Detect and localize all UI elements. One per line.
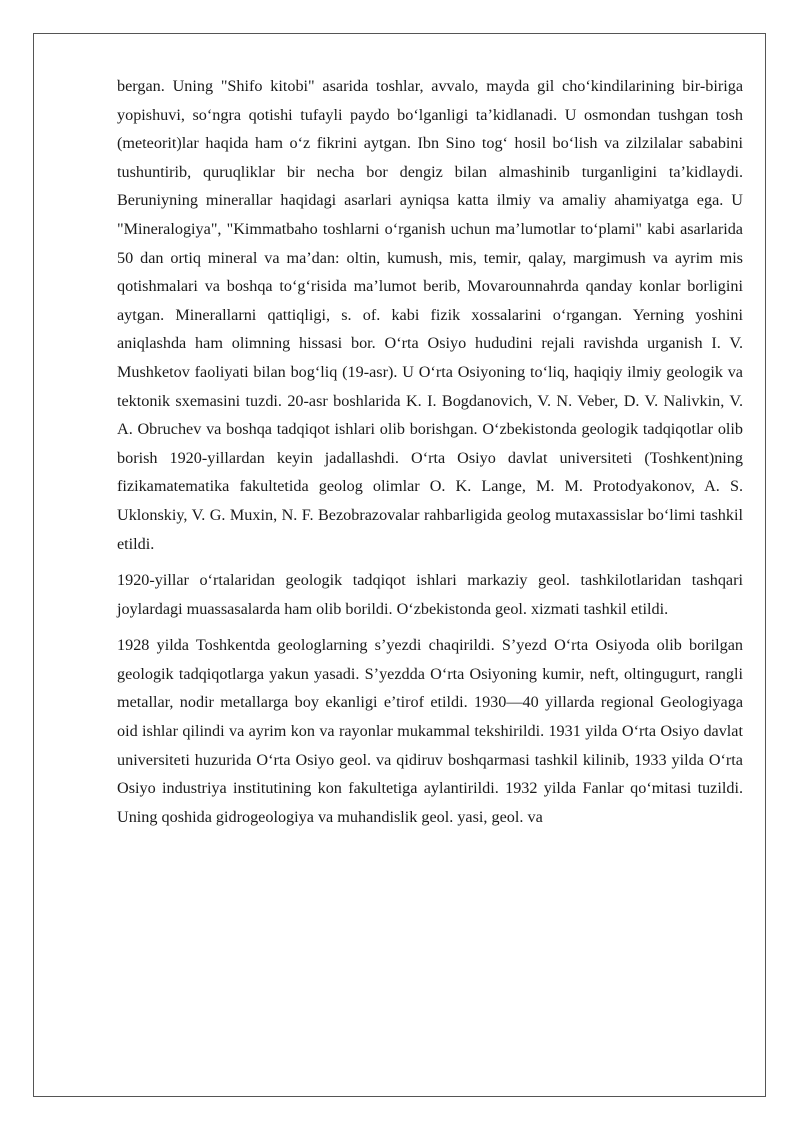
paragraph-3: 1928 yilda Toshkentda geologlarning s’yezdi chaqirildi. S’yezd O‘rta Osiyoda olib borilgan geologik tadqiqotlarga yakun yasadi. S’yezdda O‘rta Osiyoning kumir, neft, oltingugurt, rangli metallar, nodir metallarga boy ekanligi e’tirof etildi. 1930—40 yillarda regional Geologiyaga oid ishlar qilindi va ayrim kon va rayonlar mukammal tekshirildi. 1931 yilda O‘rta Osiyo davlat universiteti huzurida O‘rta Osiyo geol. va qidiruv boshqarmasi tashkil kilinib, 1933 yilda O‘rta Osiyo industriya institutining kon fakultetiga aylantirildi. 1932 yilda Fanlar qo‘mitasi tuzildi. Uning qoshida gidrogeologiya va muhandislik geol. yasi, geol. va bbox=[117, 636, 743, 826]
document-body bbox=[117, 72, 743, 839]
paragraph-1: bergan. Uning "Shifo kitobi" asarida toshlar, avvalo, mayda gil cho‘kindilarining bir-biriga yopishuvi, so‘ngra qotishi tufayli paydo bo‘lganligi ta’kidlanadi. U osmondan tushgan tosh (meteorit)lar haqida ham o‘z fikrini aytgan. Ibn Sino tog‘ hosil bo‘lish va zilzilalar sababini tushuntirib, quruqliklar bir necha bor dengiz bilan almashinib turganligini ta’kidlaydi. Beruniyning minerallar haqidagi asarlari ayniqsa katta ilmiy va amaliy ahamiyatga ega. U "Mineralogiya", "Kimmatbaho toshlarni o‘rganish uchun ma’lumotlar to‘plami" kabi asarlarida 50 dan ortiq mineral va ma’dan: oltin, kumush, mis, temir, qalay, margimush va ayrim mis qotishmalari va boshqa to‘g‘risida ma’lumot berib, Movarounnahrda qanday konlar borligini aytgan. Minerallarni qattiqligi, s. of. kabi fizik xossalarini o‘rgangan. Yerning yoshini aniqlashda ham olimning hissasi bor. O‘rta Osiyo hududini rejali ravishda urganish I. V. Mushketov faoliyati bilan bog‘liq (19-asr). U O‘rta Osiyoning to‘liq, haqiqiy ilmiy geologik va tektonik sxemasini tuzdi. 20-asr boshlarida K. I. Bogdanovich, V. N. Veber, D. V. Nalivkin, V. A. Obruchev va boshqa tadqiqot ishlari olib borishgan. O‘zbekistonda geologik tadqiqotlar olib borish 1920-yillardan keyin jadallashdi. O‘rta Osiyo davlat universiteti (Toshkent)ning fizikamatematika fakultetida geolog olimlar O. K. Lange, M. M. Protodyakonov, A. S. Uklonskiy, V. G. Muxin, N. F. Bezobrazovalar rahbarligida geolog mutaxassislar bo‘limi tashkil etildi. bbox=[117, 77, 743, 553]
paragraph-2: 1920-yillar o‘rtalaridan geologik tadqiqot ishlari markaziy geol. tashkilotlaridan tashqari joylardagi muassasalarda ham olib borildi. O‘zbekistonda geol. xizmati tashkil etildi. bbox=[117, 571, 743, 618]
